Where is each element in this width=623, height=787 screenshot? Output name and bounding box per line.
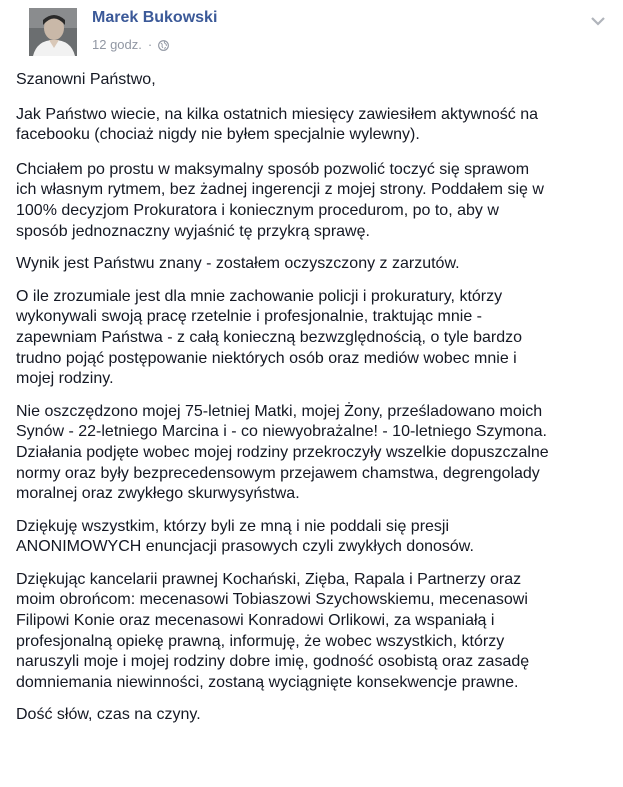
post-paragraph: Jak Państwo wiecie, na kilka ostatnich miesięcy zawiesiłem aktywność na facebooku (chociaż nigdy nie byłem specjalnie wylewny). <box>16 105 538 144</box>
post-paragraph: Szanowni Państwo, <box>16 71 156 88</box>
globe-icon[interactable] <box>158 39 169 50</box>
chevron-down-icon[interactable] <box>590 14 606 26</box>
post-timestamp[interactable]: 12 godz. <box>92 37 142 52</box>
meta-separator: · <box>147 37 153 52</box>
post-paragraph: Wynik jest Państwu znany - zostałem oczyszczony z zarzutów. <box>16 255 460 273</box>
post-paragraph: Dość słów, czas na czyny. <box>16 706 201 724</box>
post-header <box>16 0 611 62</box>
post-paragraph: Nie oszczędzono mojej 75-letniej Matki, mojej Żony, prześladowano moich Synów - 22-letniego Marcina i - co niewyobrażalne! - 10-letniego Szymona. Działania podjęte wobec mojej rodziny przekroczyły wszelkie dopuszczalne normy oraz były bezprecedensowym przejawem chamstwa, degrengolady moralnej oraz zwykłego skurwysyństwa. <box>16 402 549 503</box>
post-paragraph: O ile zrozumiale jest dla mnie zachowanie policji i prokuratury, którzy wykonywali swoją pracę rzetelnie i profesjonalnie, traktując mnie - zapewniam Państwa - z całą konieczną bezwzględnością, o tyle bardzo trudno pojąć postępowanie niektórych osób oraz mediów wobec mnie i mojej rodziny. <box>16 287 523 388</box>
post-meta <box>92 37 169 52</box>
post-paragraph: Dziękuję wszystkim, którzy byli ze mną i nie poddali się presji ANONIMOWYCH enuncjacji prasowych czyli zwykłych donosów. <box>16 517 474 556</box>
post-paragraph: Chciałem po prostu w maksymalny sposób pozwolić toczyć się sprawom ich własnym rytmem, bez żadnej ingerencji z mojej strony. Poddałem się w 100% decyzjom Prokuratora i koniecznym procedurom, po to, aby w sposób jednoznaczny wyjaśnić tę przykrą sprawę. <box>16 160 544 240</box>
post-paragraph: Dziękując kancelarii prawnej Kochański, Zięba, Rapala i Partnerzy oraz moim obrońcom: mecenasowi Tobiaszowi Szychowskiemu, mecenasowi Filipowi Konie oraz mecenasowi Konradowi Orlikowi, za wspaniałą i profesjonalną opiekę prawną, informuję, że wobec wszystkich, którzy naruszyli moje i mojej rodziny dobre imię, godność osobistą oraz zasadę domniemania niewinności, zostaną wyciągnięte konsekwencje prawne. <box>16 570 530 691</box>
avatar[interactable] <box>29 8 77 56</box>
post-body <box>16 70 616 740</box>
author-name[interactable]: Marek Bukowski <box>92 9 218 26</box>
